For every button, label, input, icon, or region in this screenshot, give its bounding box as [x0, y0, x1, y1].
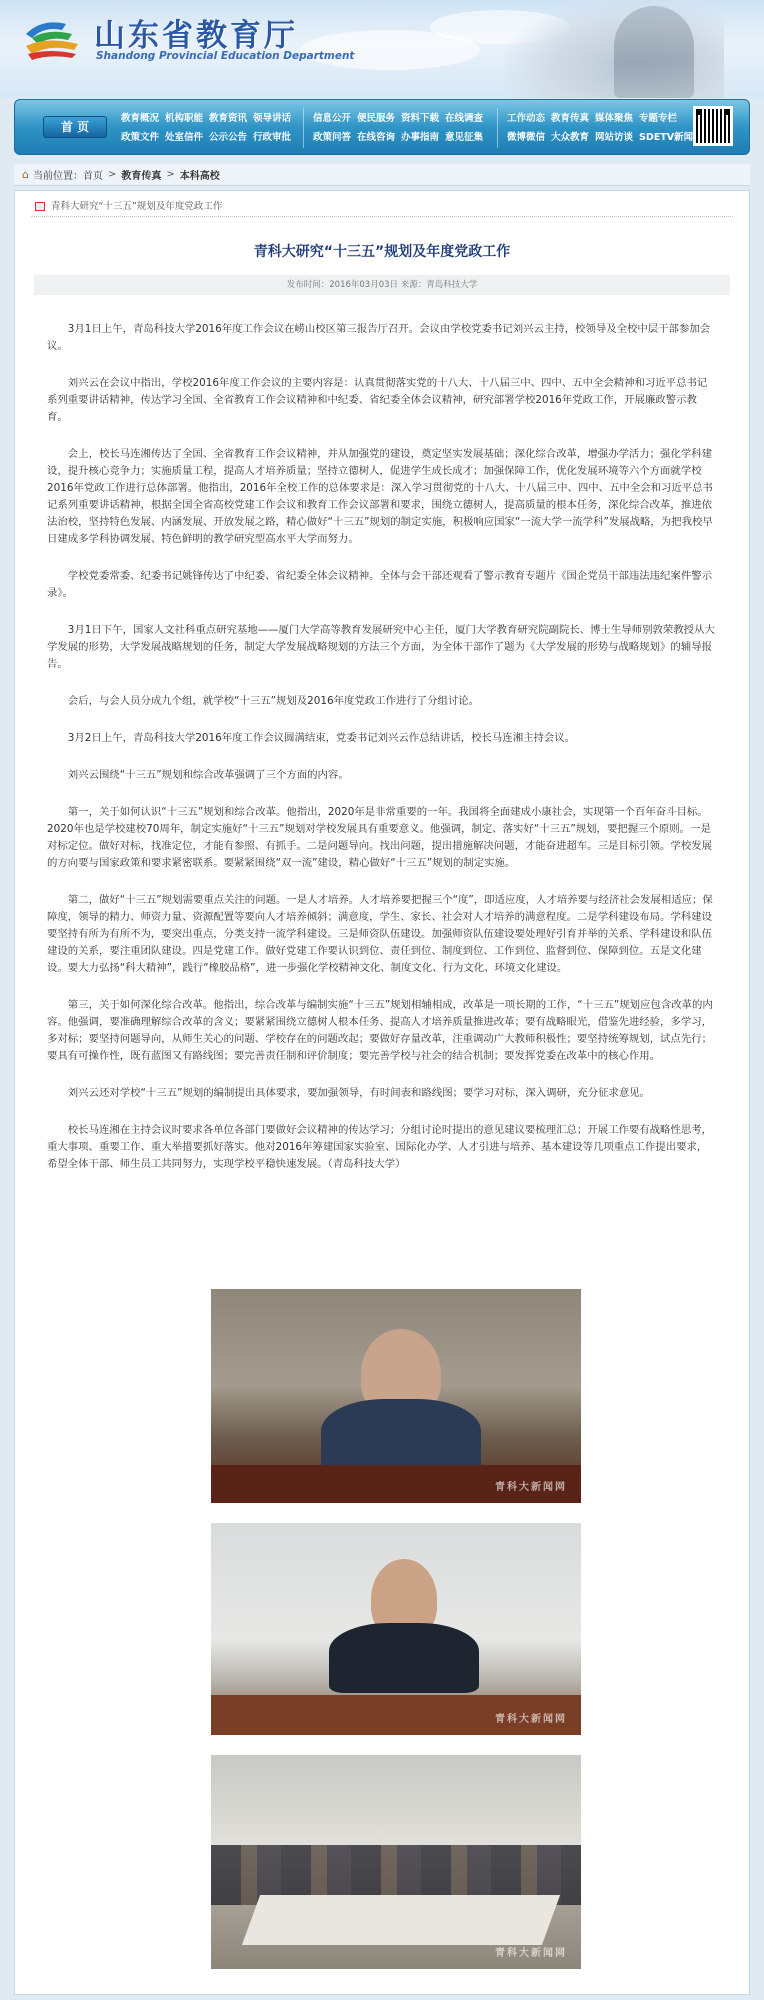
- photo-speaker-body: [329, 1623, 479, 1693]
- nav-link-jiaoyuchuanzhen[interactable]: 教育传真: [551, 113, 590, 124]
- article-title: 青科大研究“十三五”规划及年度党政工作: [253, 244, 511, 260]
- nav-group-services: [313, 110, 483, 146]
- article-paragraph: 3月1日下午，国家人文社科重点研究基地——厦门大学高等教育发展研究中心主任，厦门大学教育研究院副院长、博士生导师别敦荣教授从大学发展的形势，大学发展战略规划的任务，制定大学发展战略规划的方法三个方面，为全体干部作了题为《大学发展的形势与战略规划》的辅导报告。: [47, 624, 715, 670]
- breadcrumb: [14, 164, 750, 186]
- site-title[interactable]: 山东省教育厅: [94, 18, 298, 54]
- nav-link-yijianzhengji[interactable]: 意见征集: [445, 132, 484, 143]
- breadcrumb-item-jiaoyuchuanzhen[interactable]: 教育传真: [121, 171, 162, 182]
- qr-code-icon[interactable]: [693, 106, 733, 146]
- nav-link-gongshigonggao[interactable]: 公示公告: [209, 132, 248, 143]
- photo-watermark: 青科大新闻网: [495, 1948, 567, 1959]
- article-paragraph: 会后，与会人员分成九个组，就学校“十三五”规划及2016年度党政工作进行了分组讨论。: [67, 695, 480, 707]
- nav-link-zhuantizhuanlan[interactable]: 专题专栏: [639, 113, 678, 124]
- article-paragraph: 校长马连湘在主持会议时要求各单位各部门要做好会议精神的传达学习；分组讨论时提出的意见建议要梳理汇总；开展工作要有战略性思考，重大事项、重要工作、重大举措要抓好落实。他对2016年筹建国家实验室、国际化办学、人才引进与培养、基本建设等几项重点工作提出要求，希望全体干部、师生员工共同努力，实现学校平稳快速发展。（青岛科技大学）: [47, 1124, 713, 1170]
- breadcrumb-label: 当前位置：: [32, 171, 83, 182]
- article-paragraph: 刘兴云在会议中指出，学校2016年度工作会议的主要内容是：认真贯彻落实党的十八大、十八届三中、四中、五中全会精神和习近平总书记系列重要讲话精神，传达学习全国、全省教育工作会议精神和中纪委、省纪委全体会议精神，研究部署学校2016年党政工作，开展廉政警示教育。: [47, 377, 708, 423]
- location-icon: ⌂: [22, 168, 29, 181]
- article-subhead: [31, 197, 733, 217]
- nav-link-chushixinjian[interactable]: 处室信件: [165, 132, 204, 143]
- nav-link-zaixiandiaocha[interactable]: 在线调查: [445, 113, 484, 124]
- nav-group-news: [507, 110, 693, 146]
- nav-link-xingzhengshenpi[interactable]: 行政审批: [253, 132, 292, 143]
- article-paragraph: 学校党委常委、纪委书记姚锋传达了中纪委、省纪委全体会议精神。全体与会干部还观看了警示教育专题片《国企党员干部违法违纪案件警示录》。: [47, 570, 713, 599]
- site-banner: [0, 0, 764, 98]
- nav-link-jigouzhineng[interactable]: 机构职能: [165, 113, 204, 124]
- nav-link-wangzhanfangtan[interactable]: 网站访谈: [595, 132, 634, 143]
- article-paragraph: 刘兴云围绕“十三五”规划和综合改革强调了三个方面的内容。: [67, 769, 349, 781]
- nav-link-dazhongjiaoyu[interactable]: 大众教育: [551, 132, 590, 143]
- article-paragraph: 刘兴云还对学校“十三五”规划的编制提出具体要求，要加强领导，有时间表和路线图；要学习对标，深入调研，充分征求意见。: [67, 1087, 651, 1099]
- photo-watermark: 青科大新闻网: [495, 1714, 567, 1725]
- photo-watermark: 青科大新闻网: [495, 1482, 567, 1493]
- nav-link-jiaoyuzixun[interactable]: 教育资讯: [209, 113, 248, 124]
- article-meta: 发布时间：2016年03月03日 来源：青岛科技大学: [34, 275, 730, 295]
- nav-link-gongzuodongtai[interactable]: 工作动态: [507, 113, 546, 124]
- nav-link-jiaoyugaikuang[interactable]: 教育概况: [121, 113, 160, 124]
- flag-icon: [35, 202, 45, 211]
- article-photos: [211, 1289, 581, 1989]
- nav-link-weiboweixin[interactable]: 微博微信: [507, 132, 546, 143]
- confucius-statue-image: [614, 6, 694, 98]
- article-container: [14, 190, 750, 1995]
- nav-link-meitijujiao[interactable]: 媒体聚焦: [595, 113, 634, 124]
- breadcrumb-item-benkegaoxiao[interactable]: 本科高校: [179, 171, 220, 182]
- article-subhead-text: 青科大研究“十三五”规划及年度党政工作: [51, 201, 223, 212]
- nav-group-overview: [121, 110, 291, 146]
- nav-link-lingdaojianghua[interactable]: 领导讲话: [253, 113, 292, 124]
- article-paragraph: 3月1日上午，青岛科技大学2016年度工作会议在崂山校区第三报告厅召开。会议由学校党委书记刘兴云主持，校领导及全校中层干部参加会议。: [47, 323, 711, 352]
- nav-link-xinxigongkai[interactable]: 信息公开: [313, 113, 352, 124]
- meeting-photo: [211, 1755, 581, 1969]
- site-logo-icon[interactable]: [22, 14, 82, 60]
- nav-link-zaixianzixun[interactable]: 在线咨询: [357, 132, 396, 143]
- nav-link-zhengcewenda[interactable]: 政策问答: [313, 132, 352, 143]
- article-paragraph: 第一，关于如何认识“十三五”规划和综合改革。他指出，2020年是非常重要的一年。我国将全面建成小康社会，实现第一个百年奋斗目标。2020年也是学校建校70周年，制定实施好“十三五”规划对学校发展具有重要意义。他强调，制定、落实好“十三五”规划，要把握三个原则。一是对标定位。做好对标，找准定位，才能有参照、有抓手。二是问题导向。找出问题，提出措施解决问题，才能奋进超车。三是目标引领。学校发展的方向要与国家政策和要求紧密联系。要紧紧围绕“双一流”建设，精心做好“十三五”规划的制定实施。: [47, 806, 712, 869]
- nav-divider: [303, 108, 304, 148]
- nav-link-zhengcewenjian[interactable]: 政策文件: [121, 132, 160, 143]
- nav-home-button[interactable]: 首 页: [43, 116, 107, 138]
- article-paragraph: 会上，校长马连湘传达了全国、全省教育工作会议精神，并从加强党的建设，奠定坚实发展基础；深化综合改革，增强办学活力；强化学科建设，提升核心竞争力；实施质量工程，提高人才培养质量；坚持立德树人，促进学生成长成才；加强保障工作，优化发展环境等六个方面就学校2016年党政工作进行总体部署。他指出，2016年全校工作的总体要求是：深入学习贯彻党的十八大、十八届三中、四中、五中全会和习近平总书记系列重要讲话精神，根据全国全省高校党建工作会议和教育工作会议部署和要求，围绕立德树人，提高质量的根本任务，深化综合改革，推进依法治校，坚持特色发展、内涵发展、开放发展之路，精心做好“十三五”规划的制定实施，积极响应国家“一流大学一流学科”发展战略，为把我校早日建成多学科协调发展、特色鲜明的教学研究型高水平大学而努力。: [47, 448, 713, 545]
- article-paragraph: 第三，关于如何深化综合改革。他指出，综合改革与编制实施“十三五”规划相辅相成，改革是一项长期的工作，“十三五”规划应包含改革的内容。他强调，要准确理解综合改革的含义；要紧紧围绕立德树人根本任务、提高人才培养质量推进改革；要有战略眼光，借鉴先进经验，多学习，多对标；要坚持问题导向，从师生关心的问题、学校存在的问题改起；要做好存量改革，注重调动广大教师积极性；要坚持统筹规划，试点先行；要具有可操作性，既有蓝图又有路线图；要完善责任制和评价制度；要完善学校与社会的结合机制；要发挥党委在改革中的核心作用。: [47, 999, 713, 1062]
- breadcrumb-separator: >: [166, 169, 175, 180]
- speaker-photo-2: [211, 1523, 581, 1735]
- nav-link-ziliaoxiazai[interactable]: 资料下载: [401, 113, 440, 124]
- nav-link-bianminfuwu[interactable]: 便民服务: [357, 113, 396, 124]
- article-body: [15, 295, 749, 1173]
- breadcrumb-item-home[interactable]: 首页: [82, 171, 103, 182]
- breadcrumb-separator: >: [107, 169, 117, 180]
- main-navigation: [14, 99, 750, 155]
- nav-link-banshizhinan[interactable]: 办事指南: [401, 132, 440, 143]
- photo-table: [242, 1895, 560, 1945]
- article-paragraph: 第二，做好“十三五”规划需要重点关注的问题。一是人才培养。人才培养要把握三个“度”，即适应度，人才培养要与经济社会发展相适应；保障度，领导的精力、师资力量、资源配置等要向人才培养倾斜；满意度，学生、家长、社会对人才培养的满意程度。二是学科建设布局。学科建设要坚持有所为有所不为，要突出重点，分类支持一流学科建设。三是师资队伍建设。加强师资队伍建设要处理好引育并举的关系、学科建设和队伍建设的关系，要注重团队建设。四是党建工作。做好党建工作要认识到位、责任到位、制度到位、工作到位、监督到位、保障到位。五是文化建设。要大力弘扬“科大精神”，践行“橡胶品格”，进一步强化学校精神文化、制度文化、行为文化、环境文化建设。: [47, 894, 713, 974]
- nav-divider: [497, 108, 498, 148]
- article-paragraph: 3月2日上午，青岛科技大学2016年度工作会议圆满结束，党委书记刘兴云作总结讲话，校长马连湘主持会议。: [67, 732, 576, 744]
- speaker-photo-1: [211, 1289, 581, 1503]
- nav-link-sdetv-news[interactable]: SDETV新闻: [639, 132, 694, 143]
- site-subtitle: Shandong Provincial Education Department: [96, 50, 355, 62]
